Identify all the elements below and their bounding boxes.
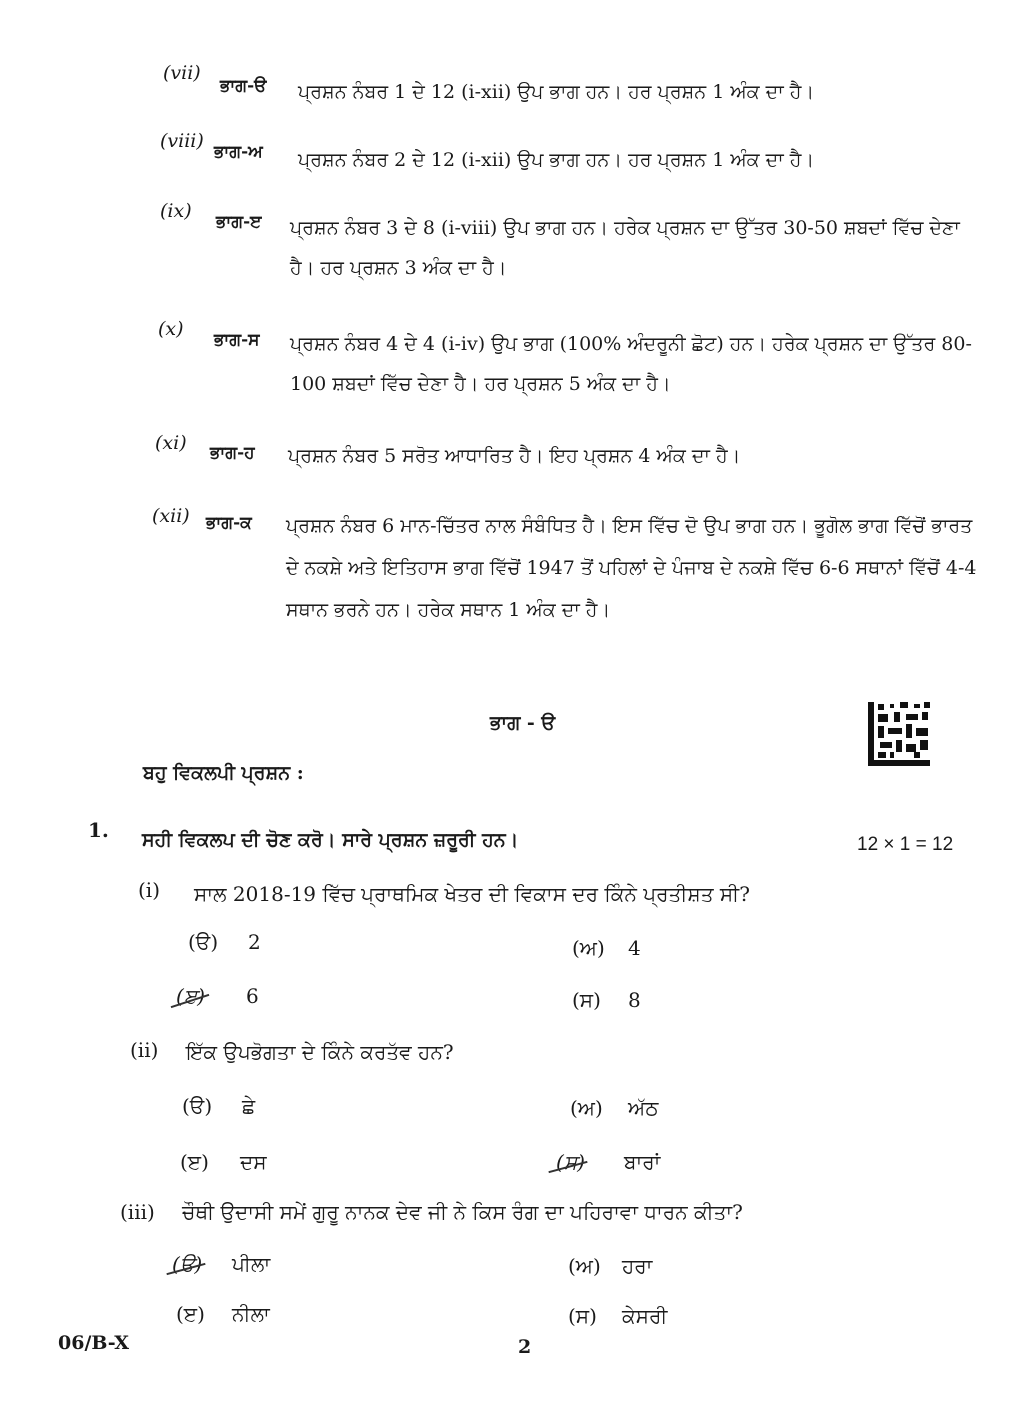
instruction-section: ਭਾਗ-ਹ	[210, 443, 255, 463]
option-label: (ੳ)	[188, 930, 219, 954]
option-text: 2	[248, 930, 261, 954]
instruction-text: ਪ੍ਰਸ਼ਨ ਨੰਬਰ 4 ਦੇ 4 (i-iv) ਉਪ ਭਾਗ (100% ਅੰਦਰੂਨੀ ਛੋਟ) ਹਨ। ਹਰੇਕ ਪ੍ਰਸ਼ਨ ਦਾ ਉੱਤਰ 80-100 ਸ਼ਬਦਾਂ ਵਿੱਚ ਦੇਣਾ ਹੈ। ਹਰ ਪ੍ਰਸ਼ਨ 5 ਅੰਕ ਦਾ ਹੈ।	[290, 333, 972, 395]
paper-code: 06/B-X	[58, 1332, 130, 1354]
option-text: ਨੀਲਾ	[232, 1302, 270, 1326]
instruction-section: ਭਾਗ-ੲ	[216, 212, 262, 232]
question-number: 1.	[88, 818, 109, 842]
subquestion-number: (i)	[138, 878, 161, 902]
instruction-section: ਭਾਗ-ਕ	[206, 513, 252, 533]
instruction-section: ਭਾਗ-ਸ	[214, 330, 260, 350]
option-text: ਦਸ	[240, 1150, 267, 1174]
option-label: (ਸ)	[568, 1304, 597, 1328]
qr-code-icon	[866, 700, 932, 768]
instruction-text: ਪ੍ਰਸ਼ਨ ਨੰਬਰ 1 ਦੇ 12 (i-xii) ਉਪ ਭਾਗ ਹਨ। ਹਰ ਪ੍ਰਸ਼ਨ 1 ਅੰਕ ਦਾ ਹੈ।	[298, 81, 815, 103]
option-label: (ਅ)	[568, 1254, 601, 1278]
option-label: (ੲ)	[180, 1150, 209, 1174]
instruction-number: (ix)	[160, 200, 192, 222]
instruction-number: (xi)	[155, 432, 187, 454]
page-number: 2	[518, 1336, 532, 1358]
instruction-section: ਭਾਗ-ੳ	[220, 76, 267, 96]
option-text: 6	[246, 984, 259, 1008]
option-text: ਕੇਸਰੀ	[622, 1304, 668, 1328]
subquestion-text: ਇੱਕ ਉਪਭੋਗਤਾ ਦੇ ਕਿੰਨੇ ਕਰਤੱਵ ਹਨ?	[186, 1040, 454, 1064]
instruction-text: ਪ੍ਰਸ਼ਨ ਨੰਬਰ 5 ਸਰੋਤ ਆਧਾਰਿਤ ਹੈ। ਇਹ ਪ੍ਰਸ਼ਨ 4 ਅੰਕ ਦਾ ਹੈ।	[288, 445, 741, 467]
option-label: (ੳ)	[182, 1094, 213, 1118]
subquestion-number: (ii)	[130, 1038, 159, 1062]
option-label: (ੲ)	[176, 1302, 205, 1326]
option-text: ਛੇ	[242, 1094, 256, 1118]
subquestion-text: ਚੌਥੀ ਉਦਾਸੀ ਸਮੇਂ ਗੁਰੂ ਨਾਨਕ ਦੇਵ ਜੀ ਨੇ ਕਿਸ ਰੰਗ ਦਾ ਪਹਿਰਾਵਾ ਧਾਰਨ ਕੀਤਾ?	[182, 1200, 743, 1224]
option-text: 8	[628, 988, 641, 1012]
question-text: ਸਹੀ ਵਿਕਲਪ ਦੀ ਚੋਣ ਕਰੋ। ਸਾਰੇ ਪ੍ਰਸ਼ਨ ਜ਼ਰੂਰੀ ਹਨ।	[142, 829, 519, 851]
question-marks: 12 × 1 = 12	[857, 834, 954, 855]
subquestion-number: (iii)	[120, 1200, 155, 1224]
option-label: (ੳ)	[172, 1252, 203, 1276]
instruction-text: ਪ੍ਰਸ਼ਨ ਨੰਬਰ 2 ਦੇ 12 (i-xii) ਉਪ ਭਾਗ ਹਨ। ਹਰ ਪ੍ਰਸ਼ਨ 1 ਅੰਕ ਦਾ ਹੈ।	[298, 149, 815, 171]
option-text: ਪੀਲਾ	[232, 1252, 271, 1276]
option-text: 4	[628, 936, 641, 960]
subheading: ਬਹੁ ਵਿਕਲਪੀ ਪ੍ਰਸ਼ਨ :	[143, 762, 304, 784]
instruction-section: ਭਾਗ-ਅ	[214, 142, 263, 162]
instruction-text: ਪ੍ਰਸ਼ਨ ਨੰਬਰ 6 ਮਾਨ-ਚਿੱਤਰ ਨਾਲ ਸੰਬੰਧਿਤ ਹੈ। ਇਸ ਵਿੱਚ ਦੋ ਉਪ ਭਾਗ ਹਨ। ਭੂਗੋਲ ਭਾਗ ਵਿੱਚੋਂ ਭਾਰਤ ਦੇ ਨਕਸ਼ੇ ਅਤੇ ਇਤਿਹਾਸ ਭਾਗ ਵਿੱਚੋਂ 1947 ਤੋਂ ਪਹਿਲਾਂ ਦੇ ਪੰਜਾਬ ਦੇ ਨਕਸ਼ੇ ਵਿੱਚ 6-6 ਸਥਾਨਾਂ ਵਿੱਚੋਂ 4-4 ਸਥਾਨ ਭਰਨੇ ਹਨ। ਹਰੇਕ ਸਥਾਨ 1 ਅੰਕ ਦਾ ਹੈ।	[286, 515, 977, 621]
instruction-number: (viii)	[160, 130, 204, 152]
instruction-text: ਪ੍ਰਸ਼ਨ ਨੰਬਰ 3 ਦੇ 8 (i-viii) ਉਪ ਭਾਗ ਹਨ। ਹਰੇਕ ਪ੍ਰਸ਼ਨ ਦਾ ਉੱਤਰ 30-50 ਸ਼ਬਦਾਂ ਵਿੱਚ ਦੇਣਾ ਹੈ। ਹਰ ਪ੍ਰਸ਼ਨ 3 ਅੰਕ ਦਾ ਹੈ।	[290, 217, 960, 279]
option-label: (ੲ)	[176, 984, 205, 1008]
option-label: (ਸ)	[572, 988, 601, 1012]
instruction-number: (xii)	[152, 505, 190, 527]
instruction-number: (vii)	[163, 62, 201, 84]
option-text: ਅੱਠ	[628, 1096, 659, 1120]
option-label: (ਅ)	[572, 936, 605, 960]
instruction-number: (x)	[158, 318, 184, 340]
option-text: ਹਰਾ	[622, 1254, 653, 1278]
section-heading: ਭਾਗ - ੳ	[490, 712, 556, 734]
subquestion-text: ਸਾਲ 2018-19 ਵਿੱਚ ਪ੍ਰਾਥਮਿਕ ਖੇਤਰ ਦੀ ਵਿਕਾਸ ਦਰ ਕਿੰਨੇ ਪ੍ਰਤੀਸ਼ਤ ਸੀ?	[194, 882, 750, 906]
option-text: ਬਾਰਾਂ	[624, 1150, 661, 1174]
option-label: (ਅ)	[570, 1096, 603, 1120]
option-label: (ਸ)	[556, 1150, 585, 1174]
